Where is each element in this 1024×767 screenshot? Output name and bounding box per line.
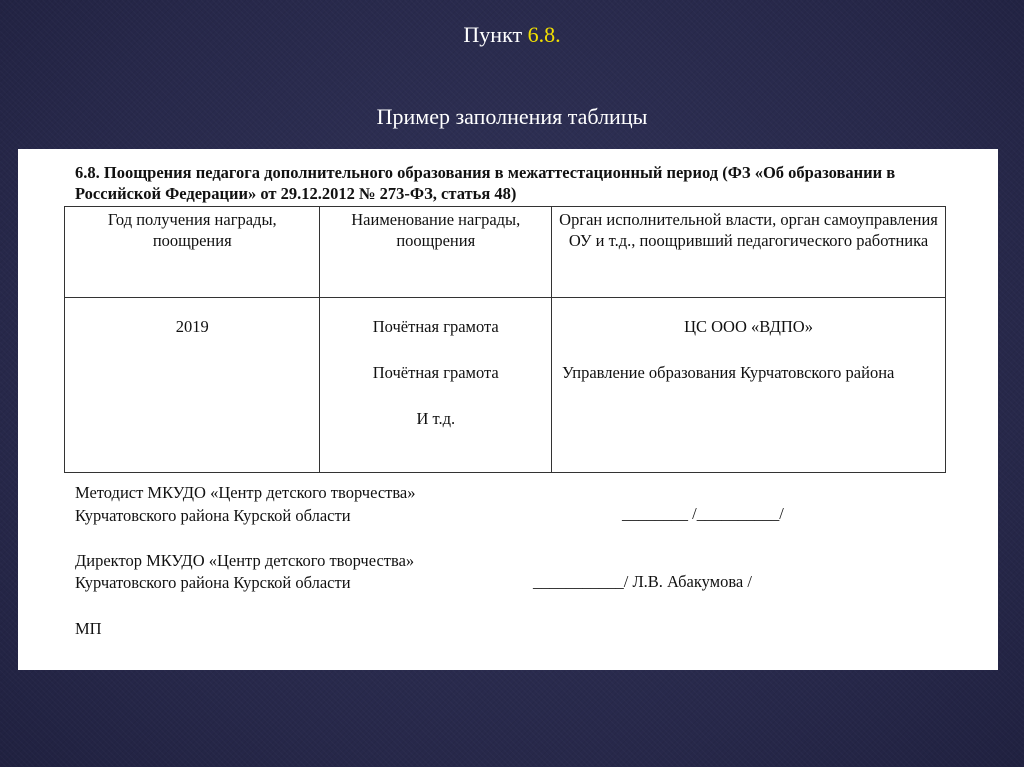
award-item: И т.д. (416, 409, 456, 428)
table-row (65, 298, 946, 473)
methodist-title-line2: Курчатовского района Курской области (75, 506, 351, 525)
document-page (18, 149, 998, 670)
cell-organizations (552, 298, 946, 473)
award-item: Почётная грамота (372, 317, 499, 336)
director-title-line1: Директор МКУДО «Центр детского творчества» (75, 551, 415, 570)
organization-item: ЦС ООО «ВДПО» (684, 317, 813, 336)
award-item: Почётная грамота (372, 363, 499, 382)
header-award-year: Год получения награды, поощрения (65, 207, 320, 298)
slide-title-prefix: Пункт (463, 22, 528, 47)
methodist-title-line1: Методист МКУДО «Центр детского творчества» (75, 483, 416, 502)
stamp-label: МП (75, 619, 102, 638)
cell-awards (320, 298, 552, 473)
table-header-row (65, 207, 946, 298)
slide-subtitle: Пример заполнения таблицы (376, 104, 648, 129)
header-awarding-body: Орган исполнительной власти, орган самоуправления ОУ и т.д., поощривший педагогического работника (552, 207, 946, 298)
organization-item: Управление образования Курчатовского района (562, 363, 895, 382)
header-award-name: Наименование награды, поощрения (320, 207, 552, 298)
awards-table (64, 206, 946, 473)
section-heading: 6.8. Поощрения педагога дополнительного образования в межаттестационный период (ФЗ «Об образовании в Российской Федерации» от 29.12.2012 № 273-ФЗ, статья 48) (75, 163, 896, 203)
cell-year: 2019 (65, 298, 320, 473)
slide-title (0, 22, 1024, 48)
slide-title-number: 6.8. (527, 22, 561, 47)
director-title-line2: Курчатовского района Курской области (75, 573, 351, 592)
director-signature-line: ___________/ Л.В. Абакумова / (533, 572, 752, 591)
methodist-signature-line: ________ /__________/ (622, 504, 784, 523)
